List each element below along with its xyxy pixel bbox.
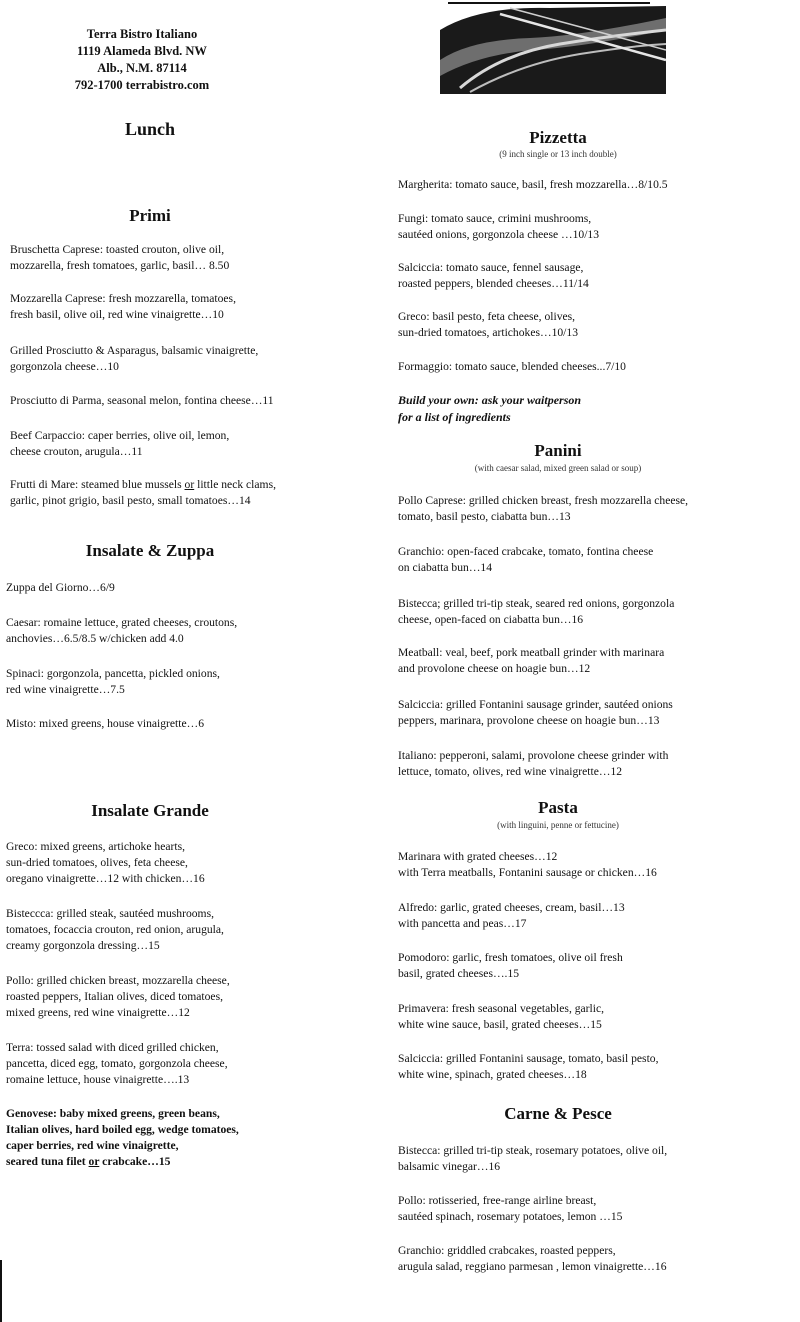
- menu-item: Meatball: veal, beef, pork meatball grinder with marinara and provolone cheese on hoagie bun…12: [398, 646, 665, 675]
- menu-item: Pollo: grilled chicken breast, mozzarella cheese, roasted peppers, Italian olives, diced tomatoes, mixed greens, red wine vinaigrette…12: [6, 974, 230, 1019]
- section-title-pasta: Pasta: [538, 798, 578, 817]
- menu-item: Terra: tossed salad with diced grilled chicken, pancetta, diced egg, tomato, gorgonzola cheese, romaine lettuce, house vinaigrette….13: [6, 1041, 228, 1086]
- build-your-own-note: Build your own: ask your waitperson for a list of ingredients: [398, 393, 582, 424]
- menu-item: Prosciutto di Parma, seasonal melon, fontina cheese…11: [10, 394, 274, 407]
- section-title-pizzetta: Pizzetta: [529, 128, 587, 147]
- menu-item: Marinara with grated cheeses…12 with Terra meatballs, Fontanini sausage or chicken…16: [398, 850, 657, 879]
- section-title-carne-pesce: Carne & Pesce: [504, 1104, 612, 1123]
- restaurant-street: 1119 Alameda Blvd. NW: [77, 44, 207, 58]
- restaurant-city: Alb., N.M. 87114: [97, 61, 187, 75]
- menu-title: Lunch: [124, 119, 176, 139]
- menu-item: Beef Carpaccio: caper berries, olive oil, lemon, cheese crouton, arugula…11: [10, 429, 230, 458]
- section-title-panini: Panini: [534, 441, 582, 460]
- menu-item: Bruschetta Caprese: toasted crouton, olive oil, mozzarella, fresh tomatoes, garlic, basil… 8.50: [10, 243, 230, 272]
- section-note-pasta: (with linguini, penne or fettucine): [497, 820, 619, 830]
- menu-item: Greco: basil pesto, feta cheese, olives, sun-dried tomatoes, artichokes…10/13: [398, 310, 578, 339]
- menu-item: Italiano: pepperoni, salami, provolone cheese grinder with lettuce, tomato, olives, red wine vinaigrette…12: [398, 749, 669, 778]
- menu-item: Mozzarella Caprese: fresh mozzarella, tomatoes, fresh basil, olive oil, red wine vinaigrette…10: [10, 292, 236, 321]
- menu-item: Grilled Prosciutto & Asparagus, balsamic vinaigrette, gorgonzola cheese…10: [10, 344, 259, 373]
- section-title-insalate-zuppa: Insalate & Zuppa: [85, 541, 215, 560]
- section-title-primi: Primi: [129, 206, 171, 225]
- section-note-pizzetta: (9 inch single or 13 inch double): [499, 149, 617, 159]
- page-edge-rule: [0, 1260, 2, 1322]
- menu-item: Greco: mixed greens, artichoke hearts, sun-dried tomatoes, olives, feta cheese, oregano vinaigrette…12 with chicken…16: [6, 840, 205, 885]
- section-title-insalate-grande: Insalate Grande: [91, 801, 209, 820]
- menu-item: Caesar: romaine lettuce, grated cheeses, croutons, anchovies…6.5/8.5 w/chicken add 4.0: [6, 616, 238, 645]
- menu-item: Salciccia: grilled Fontanini sausage grinder, sautéed onions peppers, marinara, provolone cheese on hoagie bun…13: [398, 698, 673, 727]
- section-note-panini: (with caesar salad, mixed green salad or soup): [474, 463, 642, 473]
- menu-item: Bisteccca: grilled steak, sautéed mushrooms, tomatoes, focaccia crouton, red onion, arugula, creamy gorgonzola dressing…15: [6, 907, 224, 952]
- menu-item: Zuppa del Giorno…6/9: [6, 581, 115, 594]
- menu-item: Misto: mixed greens, house vinaigrette…6: [6, 717, 205, 730]
- menu-item: Salciccia: tomato sauce, fennel sausage, roasted peppers, blended cheeses…11/14: [398, 261, 589, 290]
- menu-item: Spinaci: gorgonzola, pancetta, pickled onions, red wine vinaigrette…7.5: [6, 667, 220, 696]
- menu-item: Granchio: griddled crabcakes, roasted peppers, arugula salad, reggiano parmesan , lemon vinaigrette…16: [398, 1244, 667, 1273]
- menu-item: Salciccia: grilled Fontanini sausage, tomato, basil pesto, white wine, spinach, grated cheeses…18: [398, 1052, 659, 1081]
- fork-knife-icon: [440, 0, 666, 94]
- menu-item: Formaggio: tomato sauce, blended cheeses...7/10: [398, 360, 626, 373]
- menu-item: Fungi: tomato sauce, crimini mushrooms, sautéed onions, gorgonzola cheese …10/13: [398, 212, 600, 241]
- menu-item: Margherita: tomato sauce, basil, fresh mozzarella…8/10.5: [398, 178, 668, 191]
- menu-item: Pollo Caprese: grilled chicken breast, fresh mozzarella cheese, tomato, basil pesto, ciabatta bun…13: [398, 494, 689, 523]
- menu-item: Primavera: fresh seasonal vegetables, garlic, white wine sauce, basil, grated cheeses…15: [398, 1002, 605, 1031]
- restaurant-address-block: [38, 26, 246, 94]
- menu-item: Bistecca: grilled tri-tip steak, rosemary potatoes, olive oil, balsamic vinegar…16: [398, 1144, 668, 1173]
- menu-item: Alfredo: garlic, grated cheeses, cream, basil…13 with pancetta and peas…17: [398, 901, 625, 930]
- restaurant-phone-web: 792-1700 terrabistro.com: [74, 78, 210, 92]
- menu-item: Frutti di Mare: steamed blue mussels or little neck clams, garlic, pinot grigio, basil pesto, small tomatoes…14: [10, 478, 276, 507]
- menu-item: Pollo: rotisseried, free-range airline breast, sautéed spinach, rosemary potatoes, lemon …15: [398, 1194, 623, 1223]
- menu-item: Pomodoro: garlic, fresh tomatoes, olive oil fresh basil, grated cheeses….15: [398, 951, 623, 980]
- menu-item: Bistecca; grilled tri-tip steak, seared red onions, gorgonzola cheese, open-faced on ciabatta bun…16: [398, 597, 675, 626]
- restaurant-name: Terra Bistro Italiano: [86, 27, 198, 41]
- menu-item: Granchio: open-faced crabcake, tomato, fontina cheese on ciabatta bun…14: [398, 545, 654, 574]
- menu-item: Genovese: baby mixed greens, green beans, Italian olives, hard boiled egg, wedge tomatoes, caper berries, red wine vinaigrette, seared tuna filet or crabcake…15: [6, 1107, 239, 1168]
